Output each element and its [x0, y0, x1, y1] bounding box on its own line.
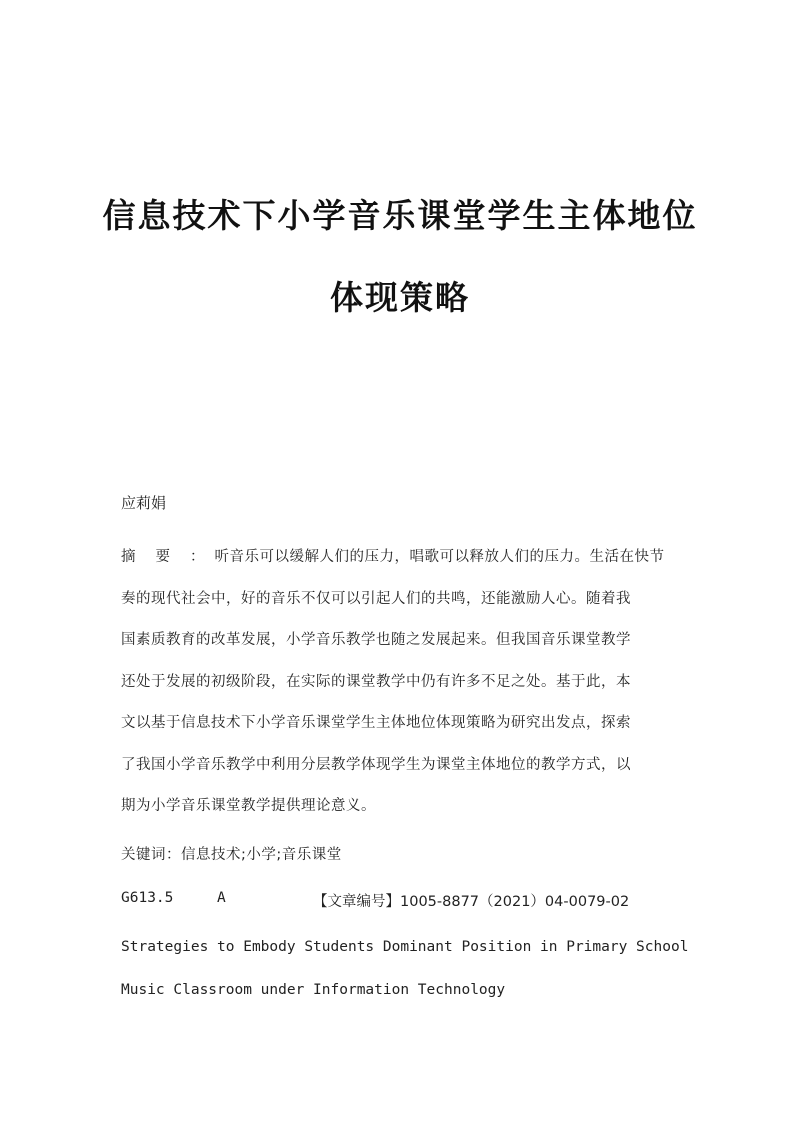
abstract-line-7: 期为小学音乐课堂教学提供理论意义。	[121, 798, 376, 814]
english-title-line-1: Strategies to Embody Students Dominant Position in Primary School	[121, 939, 689, 955]
abstract-line-6: 了我国小学音乐教学中利用分层教学体现学生为课堂主体地位的教学方式，以	[121, 756, 631, 773]
author-name: 应莉娟	[121, 494, 167, 512]
abstract-text-1: 听音乐可以缓解人们的压力，唱歌可以释放人们的压力。生活在快节	[214, 549, 665, 565]
document-code: A	[217, 890, 226, 906]
abstract-line-4: 还处于发展的初级阶段，在实际的课堂教学中仍有许多不足之处。基于此，本	[121, 673, 631, 690]
abstract-line-3: 国素质教育的改革发展，小学音乐教学也随之发展起来。但我国音乐课堂教学	[121, 632, 631, 648]
classification-row	[0, 890, 800, 914]
abstract-line-2: 奏的现代社会中，好的音乐不仅可以引起人们的共鸣，还能激励人心。随着我	[121, 590, 631, 607]
abstract-line-5: 文以基于信息技术下小学音乐课堂学生主体地位体现策略为研究出发点，探索	[121, 715, 631, 731]
clc-number: G613.5	[121, 890, 174, 906]
article-number: 【文章编号】1005-8877（2021）04-0079-02	[313, 894, 630, 910]
english-title-line-2: Music Classroom under Information Technology	[121, 982, 506, 998]
paper-title-line-1: 信息技术下小学音乐课堂学生主体地位	[102, 196, 698, 235]
keywords: 关键词：信息技术;小学;音乐课堂	[121, 847, 342, 863]
abstract-label: 摘要：	[121, 549, 225, 565]
abstract-line-1	[121, 537, 681, 579]
paper-title-line-2: 体现策略	[330, 278, 470, 317]
abstract	[121, 537, 681, 828]
